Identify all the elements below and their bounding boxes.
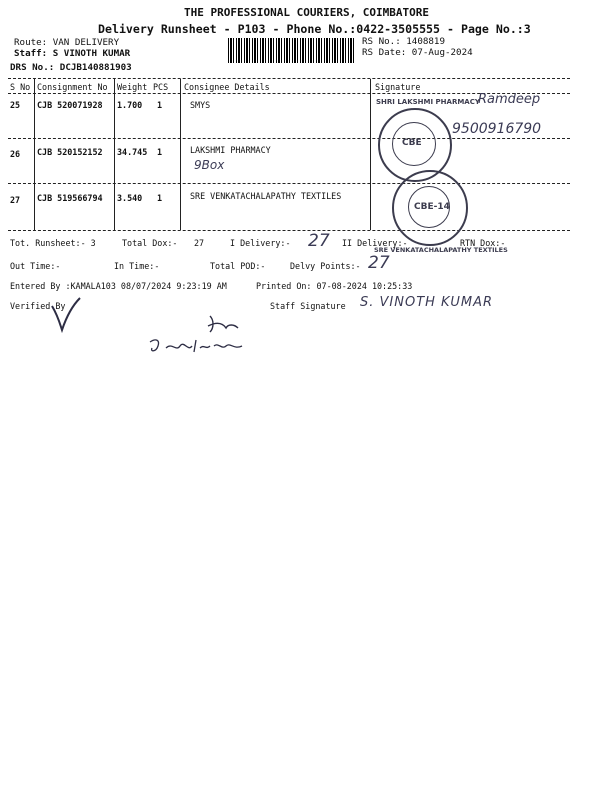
row-sno: 25: [10, 100, 21, 110]
header-signature: Signature: [375, 82, 421, 92]
staff-signature-label: Staff Signature: [270, 301, 346, 311]
row-sno: 27: [10, 195, 21, 205]
stamp-center-text: CBE: [402, 138, 422, 148]
row-consignment: CJB 520152152: [37, 147, 103, 157]
drs-number: DRS No.: DCJB140881903: [10, 62, 132, 73]
column-divider: [34, 79, 35, 230]
row-consignment: CJB 520071928: [37, 100, 103, 110]
header-sno: S No: [10, 82, 31, 92]
total-dox-value: 27: [194, 238, 205, 248]
route-label: Route: VAN DELIVERY: [14, 37, 120, 48]
row-pcs: 1: [157, 100, 163, 110]
handwritten-box-note: 9Box: [194, 158, 225, 172]
row-weight: 3.540: [117, 193, 143, 203]
table-bottom-rule: [8, 230, 570, 231]
row-sno: 26: [10, 149, 21, 159]
company-title: THE PROFESSIONAL COURIERS, COIMBATORE: [184, 6, 430, 19]
column-divider: [114, 79, 115, 230]
header-consignment: Consignment No: [37, 82, 108, 92]
row-pcs: 1: [157, 147, 163, 157]
verified-by-label: Verified By: [10, 301, 66, 311]
delvy-points-handwritten: 27: [368, 253, 390, 273]
i-delivery-label: I Delivery:-: [230, 238, 291, 248]
row-consignee: SRE VENKATACHALAPATHY TEXTILES: [190, 191, 342, 201]
header-weight: Weight: [117, 82, 148, 92]
receiver-signature: [146, 336, 246, 358]
total-runsheet: Tot. Runsheet:- 3: [10, 238, 96, 248]
row-rule-1: [8, 138, 570, 139]
in-time-label: In Time:-: [114, 261, 160, 271]
row-pcs: 1: [157, 193, 163, 203]
row-rule-2: [8, 183, 570, 184]
stamp-ring-text: SHRI LAKSHMI PHARMACY: [376, 98, 480, 106]
stamp-ring-text: SRE VENKATACHALAPATHY TEXTILES: [374, 246, 508, 254]
column-divider: [370, 79, 371, 230]
column-divider: [180, 79, 181, 230]
handwritten-signature-name: Ramdeep: [478, 92, 541, 107]
delvy-points-label: Delvy Points:-: [290, 261, 361, 271]
runsheet-title: Delivery Runsheet - P103 - Phone No.:0422-3505555 - Page No.:3: [98, 22, 531, 36]
handwritten-phone-number: 9500916790: [452, 121, 542, 137]
ii-delivery-label: II Delivery:-: [342, 238, 408, 248]
rtn-dox-label: RTN Dox:-: [460, 238, 506, 248]
staff-signature-handwritten: S. VINOTH KUMAR: [360, 295, 494, 310]
header-pcs: PCS: [153, 82, 169, 92]
total-pod-label: Total POD:-: [210, 261, 266, 271]
entered-by: Entered By :KAMALA103 08/07/2024 9:23:19 AM: [10, 281, 227, 291]
rs-number: RS No.: 1408819: [362, 36, 445, 47]
total-dox-label: Total Dox:-: [122, 238, 178, 248]
printed-on: Printed On: 07-08-2024 10:25:33: [256, 281, 413, 291]
table-top-rule: [8, 78, 570, 79]
row-consignment: CJB 519566794: [37, 193, 103, 203]
row-consignee: SMYS: [190, 100, 211, 110]
out-time-label: Out Time:-: [10, 261, 61, 271]
verifier-signature: [46, 296, 86, 336]
row-weight: 34.745: [117, 147, 148, 157]
staff-label: Staff: S VINOTH KUMAR: [14, 48, 131, 59]
header-consignee: Consignee Details: [184, 82, 270, 92]
row-weight: 1.700: [117, 100, 143, 110]
rs-date: RS Date: 07-Aug-2024: [362, 47, 473, 58]
stamp-center-text: CBE-14: [414, 202, 450, 212]
row-consignee: LAKSHMI PHARMACY: [190, 145, 271, 155]
barcode: [228, 38, 356, 63]
i-delivery-handwritten: 27: [308, 231, 330, 251]
initials-signature: [204, 312, 244, 334]
